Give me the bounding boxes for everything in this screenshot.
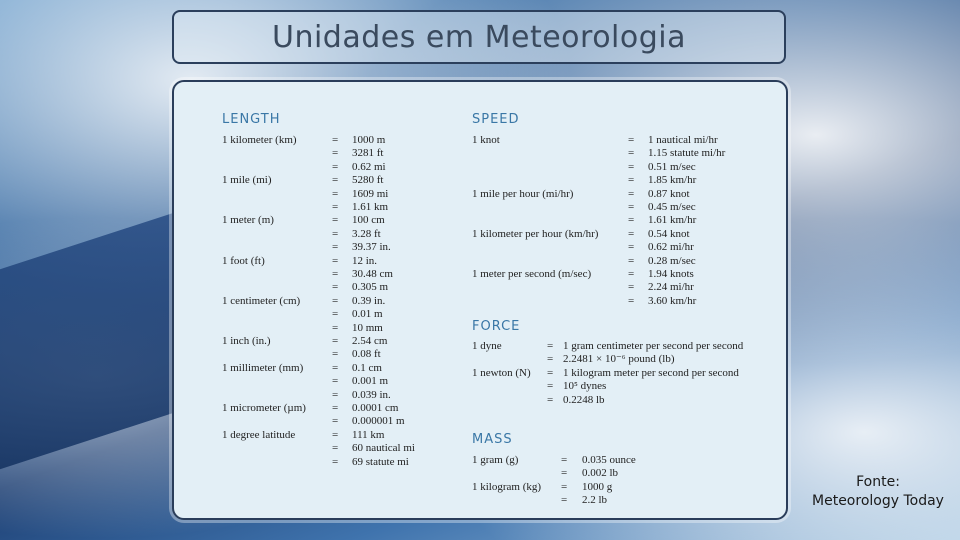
equals-sign: = [547, 380, 554, 393]
equals-sign: = [332, 174, 339, 187]
force-unit-value: 1 gram centimeter per second per second [563, 340, 744, 352]
length-unit-value: 111 km [352, 428, 385, 441]
equals-sign: = [628, 174, 635, 187]
equals-sign: = [628, 281, 635, 294]
length-unit-label: 1 inch (in.) [222, 335, 271, 347]
equals-sign: = [547, 353, 554, 366]
length-unit-value: 12 in. [352, 254, 378, 267]
length-unit-value: 0.001 m [352, 375, 389, 388]
equals-sign: = [628, 254, 635, 267]
equals-sign: = [628, 294, 635, 307]
mass-unit-value: 1000 g [582, 480, 613, 493]
force-section-title: FORCE [472, 319, 521, 334]
speed-unit-label: 1 kilometer per hour (km/hr) [472, 227, 599, 240]
length-unit-label: 1 micrometer (µm) [222, 402, 306, 414]
force-unit-label: 1 dyne [472, 340, 502, 352]
length-unit-value: 60 nautical mi [352, 442, 415, 455]
mass-unit-value: 0.035 ounce [582, 454, 636, 466]
length-unit-value: 3.28 ft [352, 227, 381, 240]
length-unit-value: 0.0001 cm [352, 402, 399, 414]
length-unit-value: 3281 ft [352, 147, 384, 160]
length-unit-value: 0.39 in. [352, 294, 386, 307]
speed-unit-value: 3.60 km/hr [648, 294, 697, 307]
equals-sign: = [332, 187, 339, 200]
equals-sign: = [332, 294, 339, 307]
length-unit-label: 1 meter (m) [222, 214, 274, 227]
equals-sign: = [628, 160, 635, 173]
length-unit-label: 1 degree latitude [222, 428, 296, 441]
mass-section-title: MASS [472, 432, 513, 447]
equals-sign: = [332, 308, 339, 321]
mass-unit-label: 1 kilogram (kg) [472, 480, 542, 493]
equals-sign: = [332, 147, 339, 160]
length-unit-value: 1000 m [352, 134, 386, 146]
equals-sign: = [332, 281, 339, 294]
equals-sign: = [332, 415, 339, 428]
length-unit-label: 1 kilometer (km) [222, 134, 297, 146]
length-unit-value: 0.08 ft [352, 348, 381, 361]
length-unit-label: 1 foot (ft) [222, 254, 265, 267]
equals-sign: = [628, 201, 635, 213]
equals-sign: = [332, 348, 339, 361]
length-unit-label: 1 millimeter (mm) [222, 361, 304, 374]
length-unit-value: 30.48 cm [352, 268, 393, 280]
length-unit-value: 0.039 in. [352, 388, 391, 401]
equals-sign: = [628, 147, 635, 160]
source-label: Fonte: [856, 474, 900, 490]
equals-sign: = [332, 268, 339, 280]
equals-sign: = [628, 187, 635, 200]
source-credit [800, 473, 956, 511]
equals-sign: = [332, 201, 339, 213]
length-unit-label: 1 mile (mi) [222, 174, 272, 187]
equals-sign: = [332, 160, 339, 173]
speed-unit-value: 0.54 knot [648, 227, 690, 240]
equals-sign: = [332, 428, 339, 441]
equals-sign: = [332, 321, 339, 334]
equals-sign: = [332, 134, 339, 146]
force-unit-label: 1 newton (N) [472, 366, 531, 379]
length-unit-value: 1.61 km [352, 201, 389, 213]
source-name: Meteorology Today [812, 493, 944, 509]
speed-unit-value: 1.15 statute mi/hr [648, 147, 726, 160]
equals-sign: = [332, 361, 339, 374]
length-unit-value: 0.62 mi [352, 160, 386, 173]
length-unit-value: 1609 mi [352, 187, 389, 200]
equals-sign: = [628, 241, 635, 254]
equals-sign: = [561, 454, 568, 466]
speed-unit-value: 1.61 km/hr [648, 214, 697, 227]
speed-unit-label: 1 mile per hour (mi/hr) [472, 187, 574, 200]
length-unit-value: 100 cm [352, 214, 385, 227]
equals-sign: = [628, 227, 635, 240]
speed-unit-value: 1.85 km/hr [648, 174, 697, 187]
equals-sign: = [561, 467, 568, 480]
equals-sign: = [332, 442, 339, 455]
length-unit-value: 0.01 m [352, 308, 383, 321]
force-unit-value: 10⁵ dynes [563, 380, 607, 393]
length-unit-value: 2.54 cm [352, 335, 388, 347]
speed-unit-value: 0.28 m/sec [648, 254, 696, 267]
length-unit-value: 5280 ft [352, 174, 384, 187]
equals-sign: = [547, 366, 554, 379]
length-section-title: LENGTH [222, 112, 281, 127]
equals-sign: = [561, 494, 568, 507]
equals-sign: = [332, 388, 339, 401]
speed-unit-value: 2.24 mi/hr [648, 281, 694, 294]
page-title: Unidades em Meteorologia [271, 19, 686, 55]
speed-unit-value: 0.87 knot [648, 187, 690, 200]
length-unit-value: 39.37 in. [352, 241, 391, 254]
length-unit-value: 0.305 m [352, 281, 389, 294]
equals-sign: = [332, 214, 339, 227]
speed-unit-value: 1 nautical mi/hr [648, 134, 718, 146]
mass-unit-value: 0.002 lb [582, 467, 619, 480]
force-unit-value: 2.2481 × 10⁻⁶ pound (lb) [563, 353, 675, 366]
speed-unit-label: 1 meter per second (m/sec) [472, 268, 592, 280]
equals-sign: = [332, 227, 339, 240]
speed-unit-value: 1.94 knots [648, 268, 694, 280]
length-unit-value: 10 mm [352, 321, 383, 334]
speed-section-title: SPEED [472, 112, 520, 127]
speed-unit-value: 0.62 mi/hr [648, 241, 694, 254]
speed-unit-label: 1 knot [472, 134, 500, 146]
mass-unit-label: 1 gram (g) [472, 454, 519, 466]
equals-sign: = [547, 393, 554, 406]
length-unit-value: 0.000001 m [352, 415, 405, 428]
equals-sign: = [332, 402, 339, 414]
equals-sign: = [547, 340, 554, 352]
units-table [172, 80, 788, 520]
speed-unit-value: 0.45 m/sec [648, 201, 696, 213]
equals-sign: = [628, 268, 635, 280]
equals-sign: = [332, 335, 339, 347]
title-bar [172, 10, 786, 64]
length-unit-label: 1 centimeter (cm) [222, 294, 301, 307]
equals-sign: = [561, 480, 568, 493]
equals-sign: = [628, 214, 635, 227]
length-unit-value: 69 statute mi [352, 455, 409, 468]
equals-sign: = [332, 375, 339, 388]
force-unit-value: 0.2248 lb [563, 393, 605, 406]
equals-sign: = [332, 241, 339, 254]
speed-unit-value: 0.51 m/sec [648, 160, 696, 173]
length-unit-value: 0.1 cm [352, 361, 382, 374]
equals-sign: = [628, 134, 635, 146]
equals-sign: = [332, 455, 339, 468]
mass-unit-value: 2.2 lb [582, 494, 608, 507]
equals-sign: = [332, 254, 339, 267]
force-unit-value: 1 kilogram meter per second per second [563, 366, 739, 379]
